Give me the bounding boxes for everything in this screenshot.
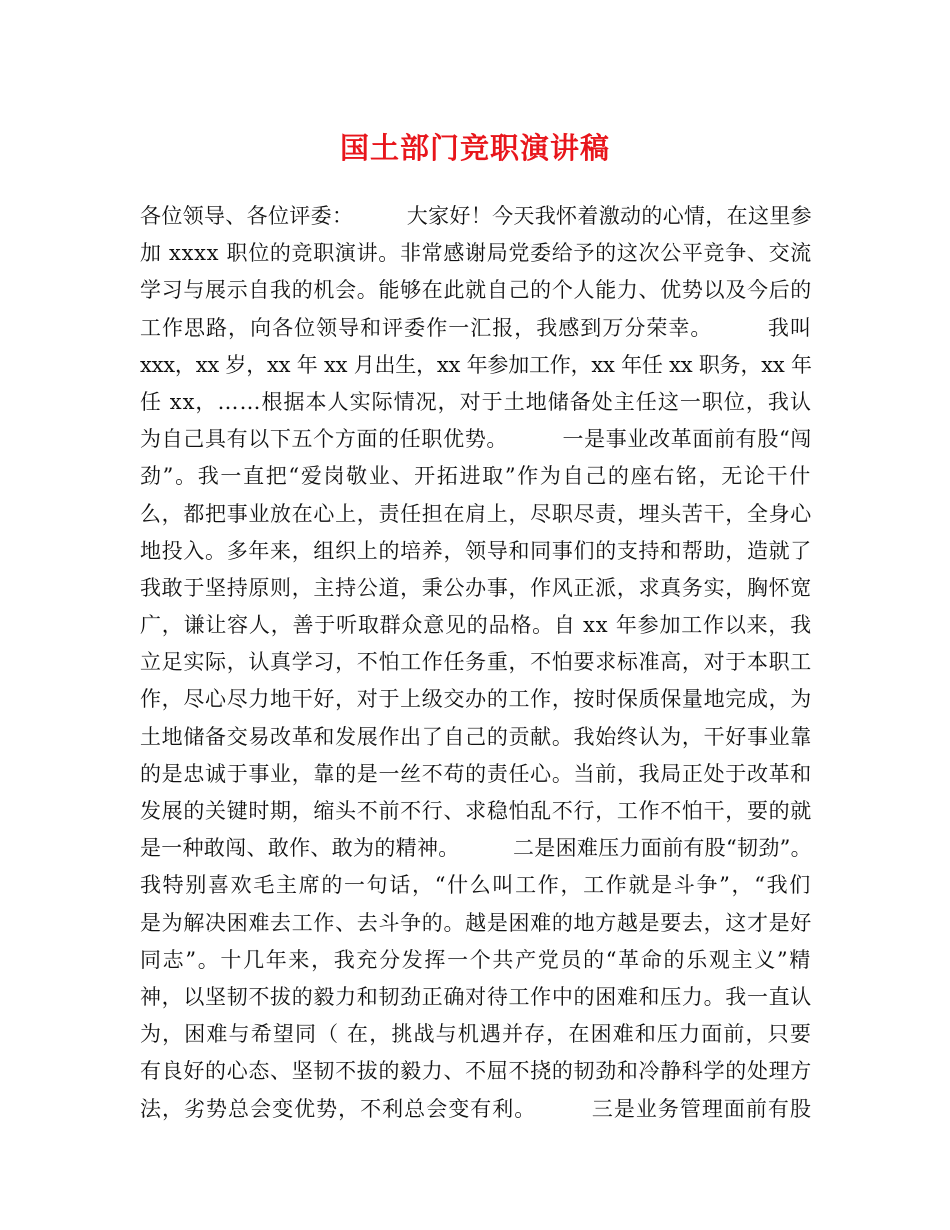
body-line: 为自己具有以下五个方面的任职优势。 一是事业改革面前有股“闯	[140, 427, 812, 452]
body-line: 我特别喜欢毛主席的一句话，“什么叫工作，工作就是斗争”，“我们	[140, 873, 812, 898]
body-line: 我敢于坚持原则，主持公道，秉公办事，作风正派，求真务实，胸怀宽	[140, 575, 812, 600]
body-line: 地投入。多年来，组织上的培养，领导和同事们的支持和帮助，造就了	[140, 538, 812, 563]
body-line: 为，困难与希望同（ 在，挑战与机遇并存，在困难和压力面前，只要	[140, 1022, 812, 1047]
body-line: 么，都把事业放在心上，责任担在肩上，尽职尽责，埋头苦干，全身心	[140, 501, 812, 526]
body-line: 土地储备交易改革和发展作出了自己的贡献。我始终认为，干好事业靠	[140, 724, 812, 749]
body-line: 劲”。我一直把“爱岗敬业、开拓进取”作为自己的座右铭，无论干什	[140, 464, 812, 489]
body-line: 发展的关键时期，缩头不前不行、求稳怕乱不行，工作不怕干，要的就	[140, 799, 812, 823]
body-line: 加 xxxx 职位的竞职演讲。非常感谢局党委给予的这次公平竞争、交流	[140, 241, 812, 266]
body-line: 同志”。十几年来，我充分发挥一个共产党员的“革命的乐观主义”精	[140, 947, 812, 972]
body-line: 是为解决困难去工作、去斗争的。越是困难的地方越是要去，这才是好	[140, 910, 812, 935]
body-line: 法，劣势总会变优势，不利总会变有利。 三是业务管理面前有股	[140, 1096, 812, 1121]
body-line: 立足实际，认真学习，不怕工作任务重，不怕要求标准高，对于本职工	[140, 650, 812, 675]
body-line: 任 xx，……根据本人实际情况，对于土地储备处主任这一职位，我认	[140, 389, 812, 414]
body-line: 是一种敢闯、敢作、敢为的精神。 二是困难压力面前有股“韧劲”。	[140, 836, 812, 861]
body-line: 神，以坚韧不拔的毅力和韧劲正确对待工作中的困难和压力。我一直认	[140, 984, 812, 1009]
body-line: xxx，xx 岁，xx 年 xx 月出生，xx 年参加工作，xx 年任 xx 职务，xx 年	[140, 352, 812, 377]
document-title: 国土部门竞职演讲稿	[339, 131, 610, 165]
body-line: 广，谦让容人，善于听取群众意见的品格。自 xx 年参加工作以来，我	[140, 613, 812, 638]
body-line: 工作思路，向各位领导和评委作一汇报，我感到万分荣幸。 我叫	[140, 315, 812, 340]
body-line: 的是忠诚于事业，靠的是一丝不苟的责任心。当前，我局正处于改革和	[140, 761, 812, 786]
body-line: 各位领导、各位评委： 大家好！今天我怀着激动的心情，在这里参	[140, 204, 812, 228]
document-body	[140, 198, 812, 1128]
body-line: 作，尽心尽力地干好，对于上级交办的工作，按时保质保量地完成，为	[140, 687, 812, 712]
body-line: 有良好的心态、坚韧不拔的毅力、不屈不挠的韧劲和冷静科学的处理方	[140, 1059, 812, 1084]
body-line: 学习与展示自我的机会。能够在此就自己的个人能力、优势以及今后的	[140, 278, 812, 303]
